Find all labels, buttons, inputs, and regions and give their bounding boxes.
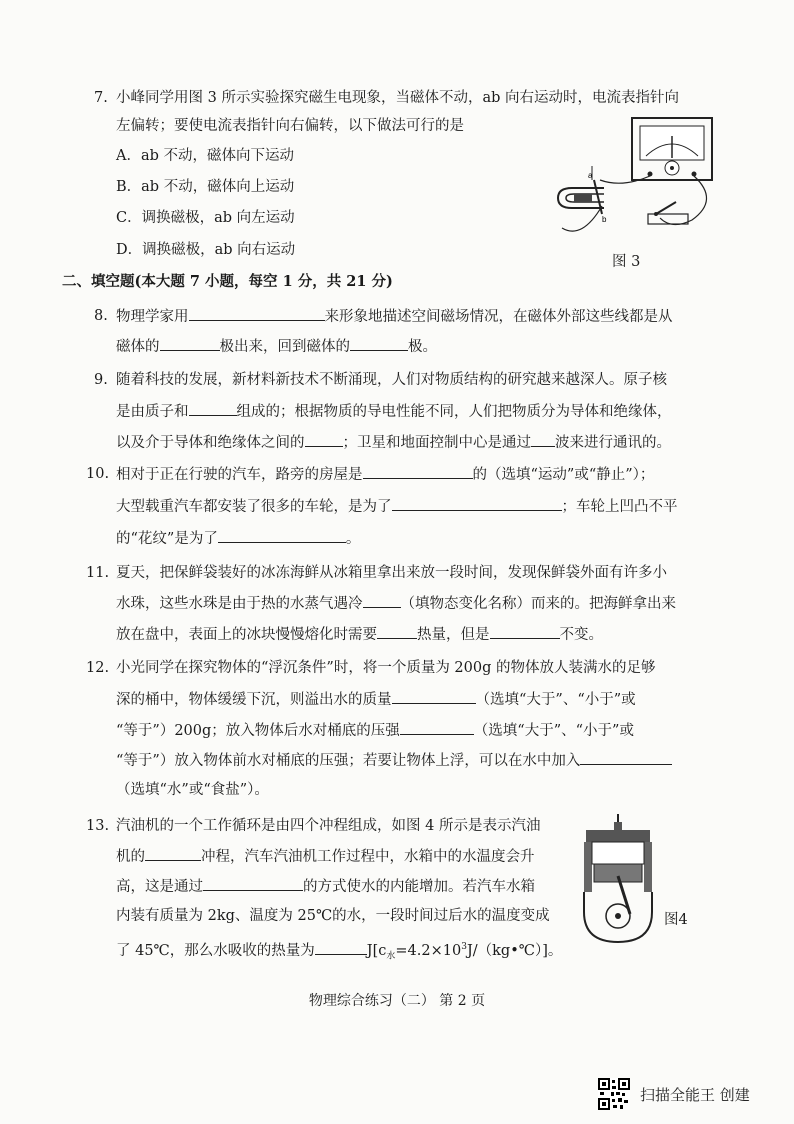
q11-text-2a: 水珠，这些水珠是由于热的水蒸气遇冷 xyxy=(116,596,363,612)
q8-number: 8. xyxy=(94,308,108,324)
q9-text-3b: ；卫星和地面控制中心是通过 xyxy=(342,435,531,451)
q13-text-3b: 的方式使水的内能增加。若汽车水箱 xyxy=(303,879,535,895)
q12-text-3b: （选填“大于”、“小于”或 xyxy=(473,723,634,739)
q10-text-3b: 。 xyxy=(345,531,361,547)
q12-line-5: （选填“水”或“食盐”）。 xyxy=(116,782,269,798)
q9-blank-1[interactable] xyxy=(189,401,237,416)
q13-text-3a: 高，这是通过 xyxy=(116,879,203,895)
q12-text-2a: 深的桶中，物体缓缓下沉，则溢出水的质量 xyxy=(116,692,392,708)
q13-blank-1[interactable] xyxy=(145,846,201,861)
q10-blank-1[interactable] xyxy=(363,464,473,479)
q9-text-2b: 组成的；根据物质的导电性能不同，人们把物质分为导体和绝缘体， xyxy=(236,404,672,420)
q13-blank-3[interactable] xyxy=(315,940,367,955)
q7-line-2: 左偏转；要使电流表指针向右偏转，以下做法可行的是 xyxy=(116,118,464,134)
q9-line-3 xyxy=(116,432,671,453)
q8-blank-2[interactable] xyxy=(160,336,220,351)
q10-text-2b: ；车轮上凹凸不平 xyxy=(561,499,678,515)
q11-line-2 xyxy=(116,593,676,614)
q10-line-2 xyxy=(116,496,678,517)
q13-blank-2[interactable] xyxy=(203,876,303,891)
figure-3-diagram xyxy=(552,110,722,245)
q7-line-1: 小峰同学用图 3 所示实验探究磁生电现象，当磁体不动，ab 向右运动时，电流表指针向 xyxy=(116,90,679,106)
q9-line-1: 随着科技的发展，新材料新技术不断涌现，人们对物质结构的研究越来越深人。原子核 xyxy=(116,372,667,388)
q12-blank-2[interactable] xyxy=(400,720,474,735)
q7-option-d: D．调换磁极，ab 向右运动 xyxy=(116,242,296,258)
q8-line-1 xyxy=(116,306,673,327)
q7-option-b: B．ab 不动，磁体向上运动 xyxy=(116,179,295,195)
q11-text-3c: 不变。 xyxy=(559,627,603,643)
q13-text-5a: 了 45℃，那么水吸收的热量为 xyxy=(116,942,315,959)
q13-line-5 xyxy=(116,937,562,967)
q12-line-3 xyxy=(116,720,634,741)
q12-blank-3[interactable] xyxy=(580,750,672,765)
q13-text-5d: J/（kg•℃）]。 xyxy=(466,942,563,959)
q13-exponent: 3 xyxy=(461,942,467,952)
q10-text-1a: 相对于正在行驶的汽车，路旁的房屋是 xyxy=(116,467,363,483)
q9-number: 9. xyxy=(94,372,108,388)
q7-number: 7. xyxy=(94,90,108,106)
q11-line-3 xyxy=(116,624,603,645)
scanner-watermark: 扫描全能王 创建 xyxy=(640,1086,750,1104)
q9-text-3c: 波来进行通讯的。 xyxy=(555,435,671,451)
svg-text:b: b xyxy=(602,215,607,224)
q13-specific-heat-subscript: 水 xyxy=(386,951,396,962)
q8-text-2a: 磁体的 xyxy=(116,339,160,355)
q9-blank-2[interactable] xyxy=(305,432,343,447)
q12-line-2 xyxy=(116,689,636,710)
q12-number: 12. xyxy=(86,660,110,676)
q8-line-2 xyxy=(116,336,437,357)
q13-line-3 xyxy=(116,876,535,897)
q11-blank-1[interactable] xyxy=(363,593,401,608)
q13-number: 13. xyxy=(86,818,110,834)
q10-blank-3[interactable] xyxy=(218,528,346,543)
q10-line-3 xyxy=(116,528,360,549)
q10-blank-2[interactable] xyxy=(392,496,562,511)
q11-line-1: 夏天，把保鲜袋装好的冰冻海鲜从冰箱里拿出来放一段时间，发现保鲜袋外面有许多小 xyxy=(116,565,667,581)
q10-number: 10. xyxy=(86,466,110,482)
q13-text-5b: J[c xyxy=(366,942,387,959)
q12-blank-1[interactable] xyxy=(392,689,476,704)
q9-line-2 xyxy=(116,401,672,422)
q8-text-2b: 极出来，回到磁体的 xyxy=(219,339,350,355)
page-footer: 物理综合练习（二） 第 2 页 xyxy=(308,993,486,1009)
q13-text-2b: 冲程，汽车汽油机工作过程中，水箱中的水温度会升 xyxy=(201,849,535,865)
q12-line-1: 小光同学在探究物体的“浮沉条件”时，将一个质量为 200g 的物体放人装满水的足够 xyxy=(116,660,656,676)
q8-text-2c: 极。 xyxy=(408,339,437,355)
q7-option-c: C．调换磁极，ab 向左运动 xyxy=(116,210,295,226)
figure-3-caption: 图 3 xyxy=(612,254,641,270)
q13-line-4: 内装有质量为 2kg、温度为 25℃的水，一段时间过后水的温度变成 xyxy=(116,908,550,924)
section-2-heading: 二、填空题(本大题 7 小题，每空 1 分，共 21 分) xyxy=(62,273,393,290)
q11-text-3b: 热量，但是 xyxy=(417,627,490,643)
q11-blank-3[interactable] xyxy=(490,624,560,639)
q12-text-3a: “等于”）200g；放入物体后水对桶底的压强 xyxy=(116,723,400,739)
q9-blank-3[interactable] xyxy=(531,432,555,447)
q12-line-4 xyxy=(116,750,672,771)
q13-line-2 xyxy=(116,846,535,867)
q13-line-1: 汽油机的一个工作循环是由四个冲程组成，如图 4 所示是表示汽油 xyxy=(116,818,541,834)
q10-text-2a: 大型载重汽车都安装了很多的车轮，是为了 xyxy=(116,499,392,515)
q8-blank-1[interactable] xyxy=(189,306,325,321)
q9-text-2a: 是由质子和 xyxy=(116,404,189,420)
q8-text-1b: 来形象地描述空间磁场情况，在磁体外部这些线都是从 xyxy=(324,309,673,325)
q11-text-2b: （填物态变化名称）而来的。把海鲜拿出来 xyxy=(400,596,676,612)
q10-text-3a: 的“花纹”是为了 xyxy=(116,531,218,547)
q11-blank-2[interactable] xyxy=(377,624,417,639)
q12-text-4a: “等于”）放入物体前水对桶底的压强；若要让物体上浮，可以在水中加入 xyxy=(116,753,581,769)
q10-text-1b: 的（选填“运动”或“静止”）； xyxy=(472,467,655,483)
qr-code-icon xyxy=(598,1078,630,1110)
q13-text-5c: =4.2×10 xyxy=(395,942,462,959)
q7-option-a: A．ab 不动，磁体向下运动 xyxy=(116,148,295,164)
figure-4-engine-diagram xyxy=(578,812,658,947)
q8-blank-3[interactable] xyxy=(350,336,408,351)
q9-text-3a: 以及介于导体和绝缘体之间的 xyxy=(116,435,305,451)
q8-text-1a: 物理学家用 xyxy=(116,309,189,325)
q11-number: 11. xyxy=(86,565,110,581)
q10-line-1 xyxy=(116,464,654,485)
figure-4-caption: 图4 xyxy=(664,912,688,928)
q12-text-2b: （选填“大于”、“小于”或 xyxy=(475,692,636,708)
q11-text-3a: 放在盘中，表面上的冰块慢慢熔化时需要 xyxy=(116,627,377,643)
q13-text-2a: 机的 xyxy=(116,849,145,865)
svg-text:a: a xyxy=(588,171,593,180)
